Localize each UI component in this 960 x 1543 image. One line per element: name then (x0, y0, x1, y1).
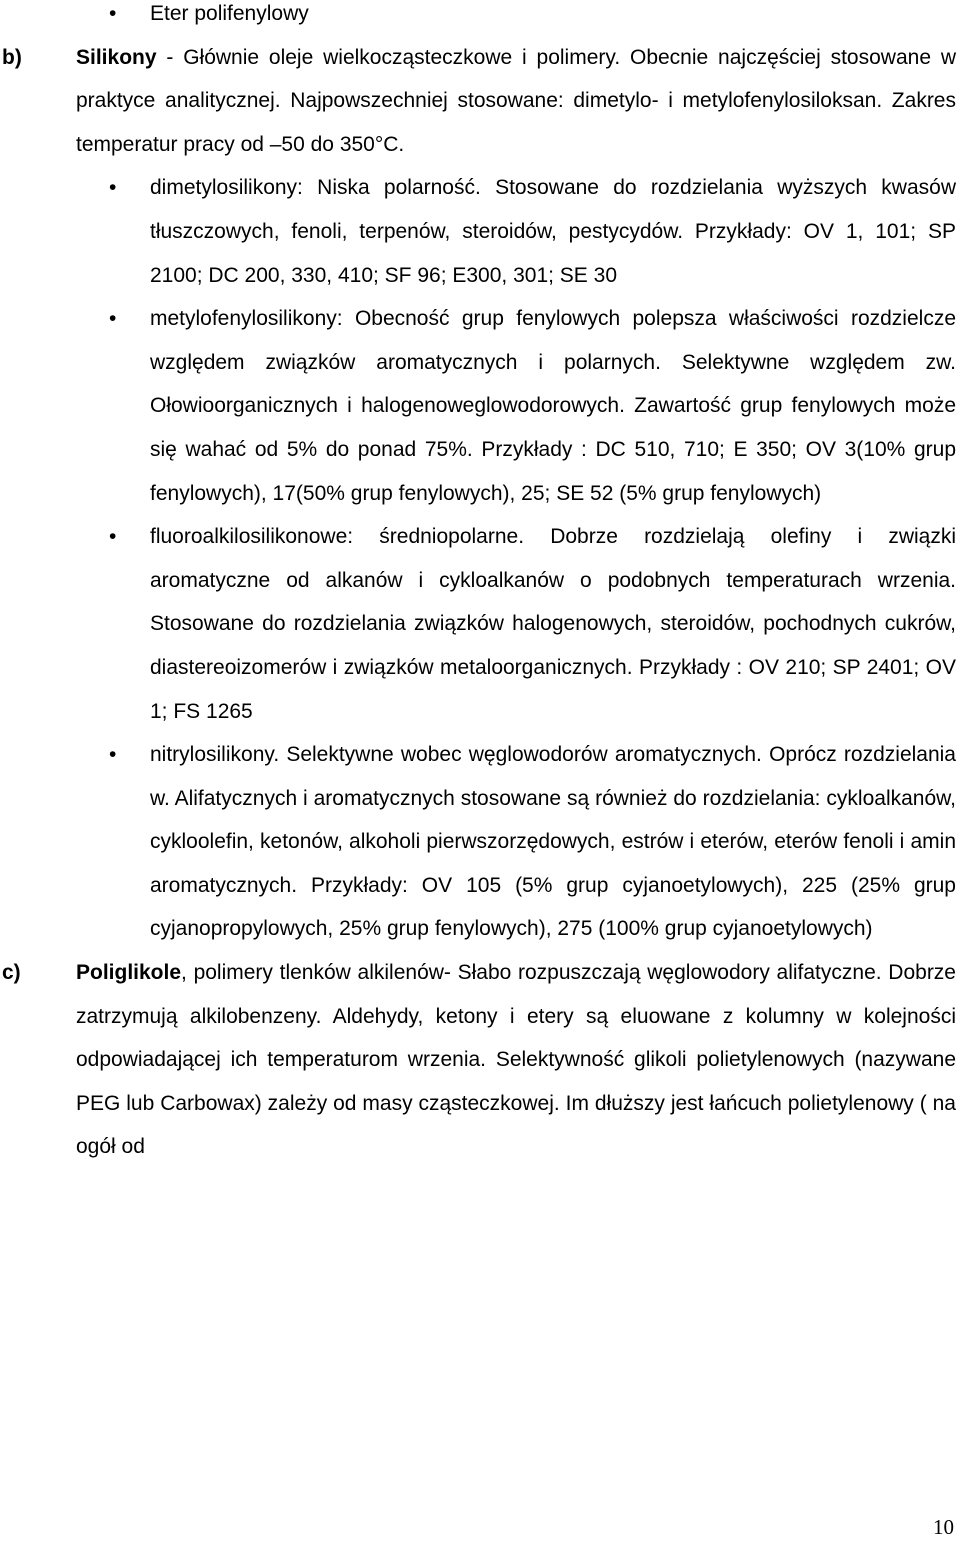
section-title: Silikony (76, 45, 157, 69)
section-title: Poliglikole (76, 961, 182, 985)
section-marker: b) (2, 45, 22, 69)
list-item-text: fluoroalkilosilikonowe: średniopolarne. Dobrze rozdzielają olefiny i związki aromatyczne od alkanów i cykloalkanów o podobnych temperaturach wrzenia. Stosowane do rozdzielania związków halogenowych, steroidów, pochodnych cukrów, diastereoizomerów i związków metaloorganicznych. Przykłady : OV 210; SP 2401; OV 1; FS 1265 (150, 525, 956, 723)
page-number: 10 (933, 1515, 954, 1539)
bullet-icon: • (109, 525, 117, 549)
bullet-icon: • (109, 307, 117, 331)
list-item-dimetylosilikony (0, 166, 960, 297)
bullet-icon: • (109, 2, 117, 25)
list-item-metylofenylosilikony (0, 297, 960, 515)
list-item-text: Eter polifenylowy (150, 2, 309, 25)
list-item-text: metylofenylosilikony: Obecność grup fenylowych polepsza właściwości rozdzielcze względem związków aromatycznych i polarnych. Selektywne względem zw. Ołowioorganicznych i halogenoweglowodorowych. Zawartość grup fenylowych może się wahać od 5% do ponad 75%. Przykłady : DC 510, 710; E 350; OV 3(10% grup fenylowych), 17(50% grup fenylowych), 25; SE 52 (5% grup fenylowych) (150, 307, 956, 505)
list-item-nitrylosilikony (0, 733, 960, 951)
list-item-text: dimetylosilikony: Niska polarność. Stosowane do rozdzielania wyższych kwasów tłuszczowych, fenoli, terpenów, steroidów, pestycydów. Przykłady: OV 1, 101; SP 2100; DC 200, 330, 410; SF 96; E300, 301; SE 30 (150, 176, 956, 287)
bullet-icon: • (109, 743, 117, 767)
list-item-text: nitrylosilikony. Selektywne wobec węglowodorów aromatycznych. Oprócz rozdzielania w. Alifatycznych i aromatycznych stosowane są również do rozdzielania: cykloalkanów, cykloolefin, ketonów, alkoholi pierwszorzędowych, estrów i eterów, eterów fenoli i amin aromatycznych. Przykłady: OV 105 (5% grup cyjanoetylowych), 225 (25% grup cyjanopropylowych, 25% grup fenylowych), 275 (100% grup cyjanoetylowych) (150, 743, 956, 941)
list-item-fluoroalkilosilikonowe (0, 515, 960, 733)
section-c (0, 951, 960, 1169)
list-item-eter (0, 0, 960, 36)
section-marker: c) (2, 961, 21, 985)
bullet-icon: • (109, 176, 117, 200)
section-text: , polimery tlenków alkilenów- Słabo rozpuszczają węglowodory alifatyczne. Dobrze zatrzymują alkilobenzeny. Aldehydy, ketony i etery są eluowane z kolumny w kolejności odpowiadającej ich temperaturom wrzenia. Selektywność glikoli polietylenowych (nazywane PEG lub Carbowax) zależy od masy cząsteczkowej. Im dłuższy jest łańcuch polietylenowy ( na ogół od (76, 961, 956, 1159)
section-b (0, 36, 960, 167)
section-text: - Głównie oleje wielkocząsteczkowe i polimery. Obecnie najczęściej stosowane w praktyce analitycznej. Najpowszechniej stosowane: dimetylo- i metylofenylosiloksan. Zakres temperatur pracy od –50 do 350°C. (76, 45, 956, 156)
